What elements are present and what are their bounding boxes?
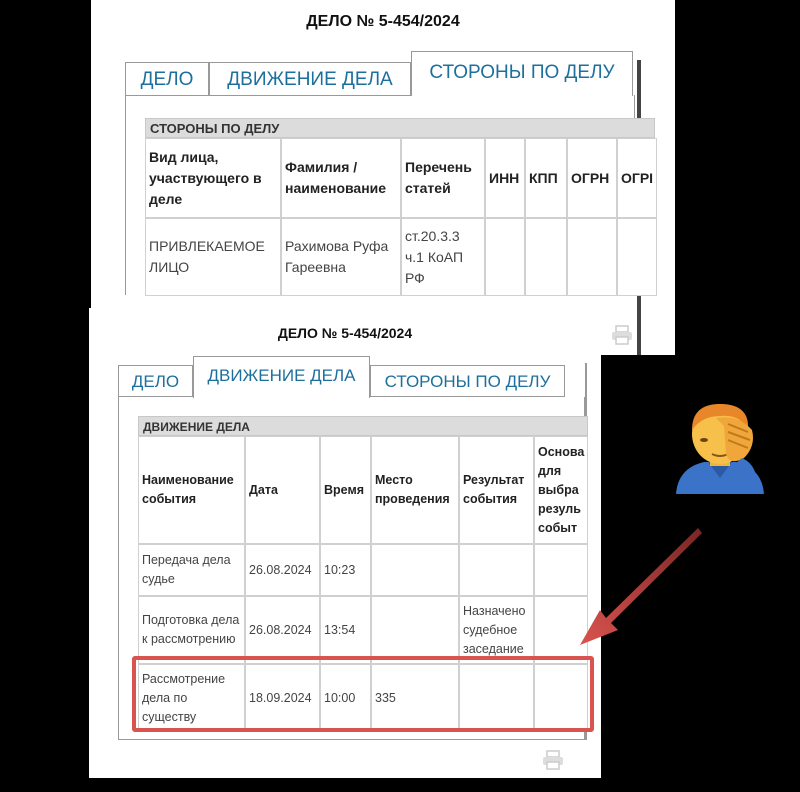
tab-case[interactable]: ДЕЛО <box>118 365 193 397</box>
empty-cell <box>617 218 657 296</box>
party-kind: ПРИВЛЕКАЕМОЕ ЛИЦО <box>145 218 281 296</box>
event-place: 335 <box>371 664 459 732</box>
column-header: Перечень статей <box>401 138 485 218</box>
column-header: Основа для выбра резуль событ <box>534 436 588 544</box>
arrow-icon <box>560 500 710 660</box>
column-header: ОГРН <box>567 138 617 218</box>
tab-case-movement[interactable]: ДВИЖЕНИЕ ДЕЛА <box>193 356 370 398</box>
empty-cell <box>525 218 567 296</box>
column-header: Наименование события <box>138 436 245 544</box>
event-place <box>371 596 459 664</box>
party-articles: ст.20.3.3 ч.1 КоАП РФ <box>401 218 485 296</box>
print-icon[interactable] <box>611 325 633 345</box>
event-name: Передача дела судье <box>138 544 245 596</box>
tab-case[interactable]: ДЕЛО <box>125 62 209 96</box>
event-place <box>371 544 459 596</box>
parties-panel <box>91 0 675 355</box>
column-header: Вид лица, участвующего в деле <box>145 138 281 218</box>
empty-cell <box>567 218 617 296</box>
column-header: Место проведения <box>371 436 459 544</box>
column-header: Дата <box>245 436 320 544</box>
event-date: 18.09.2024 <box>245 664 320 732</box>
event-name: Подготовка дела к рассмотрению <box>138 596 245 664</box>
column-header: ОГРІ <box>617 138 657 218</box>
table-section-title: ДВИЖЕНИЕ ДЕЛА <box>138 416 588 436</box>
highlight-box <box>132 656 594 732</box>
event-result: Назначено судебное заседание <box>459 596 534 664</box>
table-section-title: СТОРОНЫ ПО ДЕЛУ <box>145 118 655 138</box>
event-date: 26.08.2024 <box>245 596 320 664</box>
print-icon[interactable] <box>542 750 564 770</box>
empty-cell <box>485 218 525 296</box>
column-header: Время <box>320 436 371 544</box>
event-time: 13:54 <box>320 596 371 664</box>
tab-parties[interactable]: СТОРОНЫ ПО ДЕЛУ <box>370 365 565 397</box>
case-title: ДЕЛО № 5-454/2024 <box>306 13 460 30</box>
event-name: Рассмотрение дела по существу <box>138 664 245 732</box>
event-date: 26.08.2024 <box>245 544 320 596</box>
case-title: ДЕЛО № 5-454/2024 <box>277 325 413 341</box>
tab-parties[interactable]: СТОРОНЫ ПО ДЕЛУ <box>411 51 633 96</box>
column-header: Результат события <box>459 436 534 544</box>
parties-table <box>145 118 655 298</box>
event-time: 10:00 <box>320 664 371 732</box>
tab-case-movement[interactable]: ДВИЖЕНИЕ ДЕЛА <box>209 62 411 96</box>
column-header: Фамилия / наименование <box>281 138 401 218</box>
event-time: 10:23 <box>320 544 371 596</box>
event-result <box>459 544 534 596</box>
facepalm-emoji-icon <box>668 396 772 500</box>
column-header: ИНН <box>485 138 525 218</box>
column-header: КПП <box>525 138 567 218</box>
party-name: Рахимова Руфа Гареевна <box>281 218 401 296</box>
